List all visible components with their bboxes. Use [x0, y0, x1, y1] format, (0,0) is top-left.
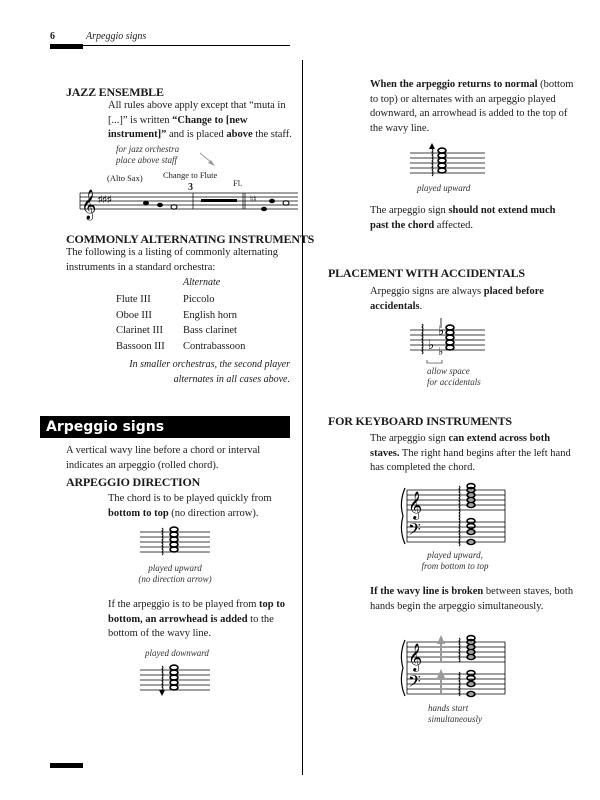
- table-row: Bassoon III Contrabassoon: [116, 340, 246, 352]
- extend-text: The arpeggio sign should not extend much past the chord affected.: [370, 205, 556, 231]
- keyboard-p2: If the wavy line is broken between staves, both hands begin the arpeggio simultaneously.: [370, 586, 574, 612]
- caption-played-upward: played upward: [417, 183, 471, 193]
- keyboard-p1: The arpeggio sign can extend across both staves. The right hand begins after the left hand has completed the chord.: [370, 433, 571, 473]
- return-normal-text: When the arpeggio returns to normal (bottom to top) or alternates with an arpeggio played downward, an arrowhead is added to the top of the wavy line.: [370, 79, 574, 134]
- caption-keyboard-upward: played upward, from bottom to top: [421, 550, 489, 571]
- rest-count: 3: [188, 182, 193, 193]
- table-row: Oboe III English horn: [116, 309, 237, 321]
- alto-label: (Alto Sax): [107, 173, 143, 183]
- jazz-annotation: for jazz orchestra place above staff: [116, 144, 180, 165]
- caption-played-upward-no-arrow: played upward (no direction arrow): [138, 563, 212, 584]
- column-divider: [302, 60, 303, 775]
- svg-text:♮♮: ♮♮: [250, 194, 257, 204]
- section-banner: Arpeggio signs: [40, 416, 290, 438]
- fl-label: Fl.: [233, 178, 243, 188]
- chord-upward-arrow: [410, 143, 485, 178]
- svg-text:𝄞: 𝄞: [408, 645, 423, 671]
- table-row: Clarinet III Bass clarinet: [116, 325, 237, 336]
- change-label: Change to Flute: [163, 170, 218, 180]
- svg-text:♯♯♯: ♯♯♯: [98, 194, 112, 204]
- alternating-note: In smaller orchestras, the second player alternates in all cases above.: [129, 359, 290, 385]
- caption-played-downward: played downward: [145, 648, 209, 658]
- footer-block: [50, 763, 83, 768]
- grand-staff-across: [395, 480, 510, 548]
- page-number: 6: [50, 31, 55, 42]
- direction-p2: If the arpeggio is to be played from top to bottom, an arrowhead is added to the bottom of the wavy line.: [108, 599, 286, 639]
- chord-upward-no-arrow: [140, 524, 210, 559]
- caption-simultaneous: hands start simultaneously: [428, 703, 482, 724]
- caption-allow-space: allow space for accidentals: [427, 366, 481, 387]
- svg-text:𝄢: 𝄢: [408, 673, 421, 695]
- header-rule: [50, 45, 290, 46]
- jazz-music-example: [78, 150, 300, 225]
- alternating-heading: COMMONLY ALTERNATING INSTRUMENTS: [66, 232, 315, 246]
- jazz-text: All rules above apply except that “muta in [...]” is written “Change to [new instrument]” and is placed above the staff.: [108, 100, 292, 140]
- svg-text:𝄞: 𝄞: [81, 190, 97, 219]
- direction-p1: The chord is to be played quickly from bottom to top (no direction arrow).: [108, 493, 272, 519]
- arpeggio-intro: A vertical wavy line before a chord or interval indicates an arpeggio (rolled chord).: [66, 445, 261, 471]
- header-block: [50, 44, 83, 49]
- jazz-heading: JAZZ ENSEMBLE: [66, 85, 164, 99]
- grand-staff-broken: [395, 632, 510, 700]
- keyboard-heading: FOR KEYBOARD INSTRUMENTS: [328, 414, 512, 428]
- running-title: Arpeggio signs: [86, 31, 147, 42]
- chord-downward: [140, 662, 210, 697]
- direction-heading: ARPEGGIO DIRECTION: [66, 475, 201, 489]
- svg-text:♭: ♭: [438, 346, 444, 358]
- chord-with-accidentals: [410, 318, 485, 364]
- accidentals-heading: PLACEMENT WITH ACCIDENTALS: [328, 266, 525, 280]
- svg-text:𝄞: 𝄞: [408, 493, 423, 519]
- instrument-table: [116, 292, 245, 354]
- svg-text:♭: ♭: [428, 337, 435, 352]
- svg-text:𝄢: 𝄢: [408, 521, 421, 543]
- alternating-intro: The following is a listing of commonly alternating instruments in a standard orchestra:: [66, 247, 279, 273]
- accidentals-text: Arpeggio signs are always placed before accidentals.: [370, 286, 544, 312]
- alternate-column-header: Alternate: [183, 277, 221, 288]
- svg-text:♭: ♭: [438, 323, 445, 338]
- table-row: Flute III Piccolo: [116, 294, 215, 305]
